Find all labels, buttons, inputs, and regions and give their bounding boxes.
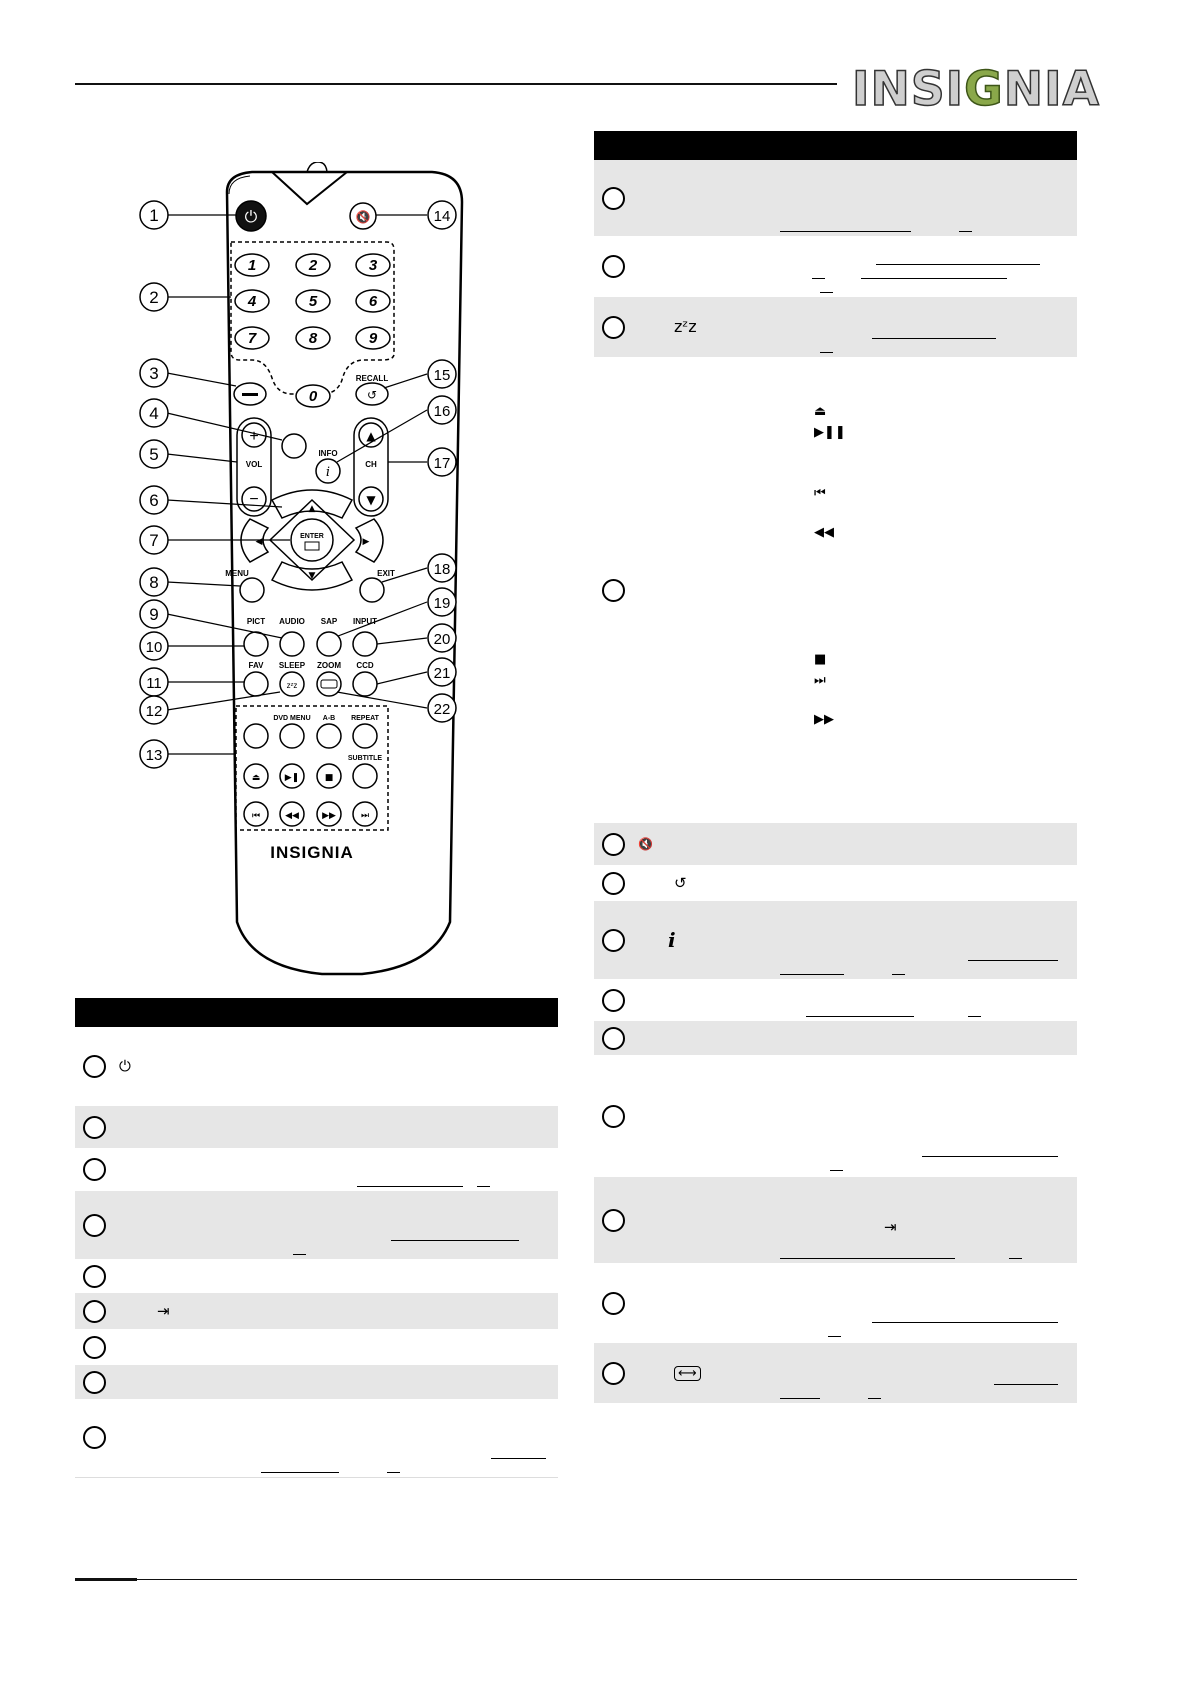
fav-label: FAV — [248, 661, 264, 670]
table-header — [75, 998, 558, 1027]
info-label: INFO — [318, 449, 338, 458]
input-label: INPUT — [353, 617, 377, 626]
callout-number: 20 — [433, 631, 451, 648]
page-number-link[interactable] — [820, 280, 833, 293]
page-link[interactable] — [872, 326, 996, 339]
enter-icon: ⇥ — [884, 1218, 897, 1236]
num-key-label: 0 — [308, 388, 318, 405]
callout-number: 8 — [149, 573, 159, 592]
row-number-circle — [83, 1116, 106, 1139]
table-row — [75, 1399, 558, 1477]
row-number-circle — [83, 1214, 106, 1237]
table-row — [75, 1259, 558, 1293]
callout-number: 5 — [149, 445, 159, 464]
callout-number: 7 — [149, 531, 159, 550]
enter-icon: ⇥ — [157, 1301, 170, 1320]
row-number-circle — [602, 316, 625, 339]
zoom-label: ZOOM — [317, 661, 341, 670]
table-header — [594, 131, 1077, 160]
table-row — [594, 823, 1077, 865]
ab-label: A-B — [322, 715, 336, 722]
table-row — [594, 297, 1077, 357]
row-number-circle — [602, 1362, 625, 1385]
repeat-label: REPEAT — [351, 715, 379, 722]
callout-number: 21 — [433, 665, 451, 682]
svg-text:■: ■ — [324, 773, 334, 783]
svg-text:⏮: ⏮ — [251, 811, 261, 821]
table-row — [594, 236, 1077, 297]
num-key-label: 4 — [247, 293, 257, 310]
next-icon: ⏭ — [814, 673, 826, 688]
svg-text:+: + — [249, 428, 259, 445]
page-link[interactable] — [968, 948, 1058, 961]
table-row — [75, 1293, 558, 1329]
row-number-circle — [83, 1336, 106, 1359]
num-key-label: 8 — [308, 330, 318, 347]
left-button-table — [75, 998, 558, 1478]
row-number-circle — [83, 1055, 106, 1078]
row-number-circle — [602, 255, 625, 278]
page-link[interactable] — [357, 1174, 463, 1187]
page-number-link[interactable] — [1009, 1246, 1022, 1259]
page-number-link[interactable] — [828, 1324, 841, 1337]
page-link[interactable] — [780, 962, 844, 975]
subtitle-label: SUBTITLE — [347, 755, 383, 762]
menu-label: MENU — [225, 569, 249, 578]
row-number-circle — [602, 872, 625, 895]
svg-text:−: − — [249, 491, 259, 508]
svg-text:▼: ▼ — [366, 493, 376, 507]
dvd-menu-label: DVD MENU — [273, 715, 311, 722]
svg-text:i: i — [325, 465, 331, 480]
svg-text:▲: ▲ — [308, 504, 316, 514]
row-number-circle — [602, 989, 625, 1012]
recall-label: RECALL — [355, 374, 389, 383]
power-glyph: ⏻ — [244, 207, 258, 226]
page-number-link[interactable] — [968, 1004, 981, 1017]
play-pause-icon: ▶❚❚ — [814, 425, 846, 440]
enter-label: ENTER — [300, 533, 324, 540]
row-number-circle — [83, 1265, 106, 1288]
menu-key — [240, 578, 264, 602]
remote-brand: INSIGNIA — [270, 843, 354, 862]
page-link[interactable] — [861, 266, 1007, 279]
page-link[interactable] — [876, 252, 1040, 265]
page-number-link[interactable] — [830, 1158, 843, 1171]
ccd-label: CCD — [356, 661, 374, 670]
right-button-table — [594, 131, 1077, 1403]
page-number-link[interactable] — [812, 266, 825, 279]
mute-icon: 🔇 — [638, 837, 653, 851]
num-key-label: 9 — [368, 330, 378, 347]
svg-text:◀◀: ◀◀ — [285, 811, 299, 821]
table-row — [594, 357, 1077, 823]
callout-number: 10 — [145, 639, 163, 656]
callout-number: 6 — [149, 491, 159, 510]
info-icon: i — [668, 928, 676, 952]
callout-number: 1 — [149, 206, 159, 225]
page-number-link[interactable] — [820, 340, 833, 353]
row-number-circle — [602, 833, 625, 856]
page-link[interactable] — [391, 1228, 519, 1241]
insignia-logo: INSIGNIA — [852, 62, 1100, 117]
remote-illustration — [132, 162, 492, 982]
page-link[interactable] — [806, 1004, 914, 1017]
callout-number: 3 — [149, 364, 159, 383]
table-row — [594, 901, 1077, 979]
num-key-label: 7 — [247, 330, 257, 347]
table-row — [75, 1148, 558, 1191]
header-rule — [75, 83, 837, 85]
callout-number: 9 — [149, 605, 159, 624]
footer-rule — [75, 1579, 1077, 1580]
row-number-circle — [602, 929, 625, 952]
table-row — [594, 1055, 1077, 1177]
table-row — [75, 1365, 558, 1399]
table-row — [594, 1263, 1077, 1343]
pict-label: PICT — [246, 617, 266, 626]
recall-icon: ↺ — [674, 873, 687, 892]
vol-label: VOL — [245, 460, 263, 469]
num-key-label: 6 — [368, 293, 378, 310]
page-number-link[interactable] — [477, 1174, 490, 1187]
table-row — [594, 1021, 1077, 1055]
row-number-circle — [83, 1426, 106, 1449]
table-row — [594, 979, 1077, 1021]
page-number-link[interactable] — [868, 1386, 881, 1399]
callout-number: 14 — [433, 208, 451, 225]
fast-forward-icon: ▶▶ — [814, 712, 834, 727]
page-link[interactable] — [491, 1446, 546, 1459]
table-row — [75, 1027, 558, 1106]
svg-text:▲: ▲ — [366, 429, 376, 443]
page-link[interactable] — [780, 1246, 955, 1259]
power-icon: ⏻ — [119, 1057, 131, 1075]
table-row — [75, 1329, 558, 1365]
sleep-icon: zᶻz — [674, 317, 697, 336]
exit-key — [360, 578, 384, 602]
svg-text:⏏: ⏏ — [251, 773, 261, 783]
table-row — [75, 1106, 558, 1148]
row-number-circle — [602, 187, 625, 210]
ch-label: CH — [365, 460, 377, 469]
callout-number: 15 — [433, 367, 451, 384]
svg-text:zᶻz: zᶻz — [286, 681, 298, 690]
zoom-icon: ⟷ — [674, 1366, 701, 1381]
svg-text:↺: ↺ — [366, 388, 378, 402]
svg-text:▶▶: ▶▶ — [322, 811, 336, 821]
remote-diagram — [132, 162, 492, 982]
row-number-circle — [602, 579, 625, 602]
callout-number: 22 — [433, 701, 451, 718]
page-link[interactable] — [780, 1386, 820, 1399]
table-row — [594, 160, 1077, 236]
row-number-circle — [602, 1209, 625, 1232]
num-key-label: 3 — [368, 257, 378, 274]
callout-number: 16 — [433, 403, 451, 420]
num-key-label: 5 — [308, 293, 318, 310]
stop-icon: ■ — [814, 652, 827, 667]
svg-text:▶: ▶ — [362, 537, 370, 547]
eject-icon: ⏏ — [814, 404, 827, 419]
page-link[interactable] — [922, 1144, 1058, 1157]
callout-number: 11 — [146, 675, 162, 692]
callout-number: 19 — [433, 595, 451, 612]
page-number-link[interactable] — [293, 1242, 306, 1255]
row-number-circle — [602, 1027, 625, 1050]
svg-text:⏭: ⏭ — [360, 811, 370, 821]
callout-number: 2 — [149, 288, 159, 307]
page-number-link[interactable] — [959, 219, 972, 232]
svg-text:▶❚: ▶❚ — [284, 773, 300, 783]
rewind-icon: ◀◀ — [814, 525, 834, 540]
table-row — [594, 1177, 1077, 1263]
table-row — [594, 865, 1077, 901]
page-link[interactable] — [261, 1460, 339, 1473]
page-link[interactable] — [780, 219, 911, 232]
table-row — [75, 1191, 558, 1259]
callout-number: 4 — [149, 404, 159, 423]
num-key-label: 2 — [308, 257, 318, 274]
exit-label: EXIT — [377, 569, 395, 578]
callout-number: 13 — [145, 747, 163, 764]
audio-label: AUDIO — [279, 617, 305, 626]
table-row — [594, 1343, 1077, 1403]
callout-number: 18 — [433, 561, 451, 578]
row-number-circle — [83, 1158, 106, 1181]
row-number-circle — [602, 1105, 625, 1128]
mute-glyph: 🔇 — [355, 210, 371, 224]
svg-text:◀: ◀ — [255, 537, 263, 547]
page-link[interactable] — [872, 1310, 1058, 1323]
sap-label: SAP — [320, 617, 338, 626]
num-key-label: 1 — [247, 257, 257, 274]
page-number-link[interactable] — [387, 1460, 400, 1473]
sleep-label: SLEEP — [278, 661, 306, 670]
page-link[interactable] — [994, 1372, 1058, 1385]
footer-rule-accent — [75, 1578, 137, 1581]
row-number-circle — [602, 1292, 625, 1315]
row-number-circle — [83, 1300, 106, 1323]
svg-text:▼: ▼ — [308, 571, 316, 581]
row-number-circle — [83, 1371, 106, 1394]
callout-number: 17 — [433, 455, 451, 472]
prev-icon: ⏮ — [814, 486, 826, 501]
button-4 — [282, 434, 306, 458]
callout-number: 12 — [145, 703, 163, 720]
page-number-link[interactable] — [892, 962, 905, 975]
